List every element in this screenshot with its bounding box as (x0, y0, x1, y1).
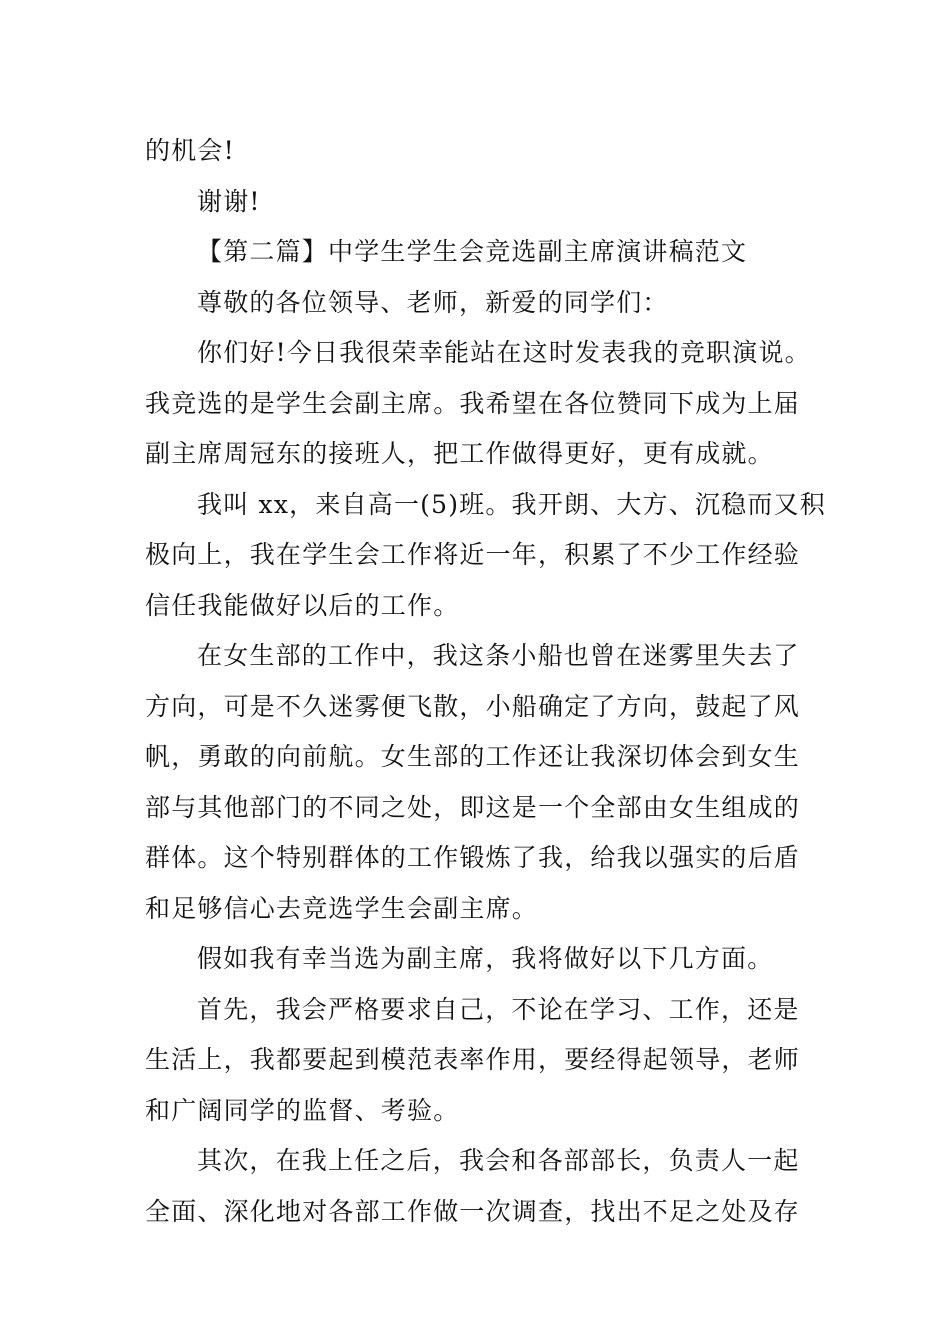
text-line: 首先，我会严格要求自己，不论在学习、工作，还是 (197, 994, 800, 1024)
text-line: 我叫 xx，来自高一(5)班。我开朗、大方、沉稳而又积 (197, 489, 826, 519)
speech-text-body (145, 126, 826, 1237)
text-line: 其次，在我上任之后，我会和各部部长，负责人一起 (197, 1146, 800, 1175)
section-heading: 【第二篇】中学生学生会竞选副主席演讲稿范文 (197, 237, 748, 266)
text-line: 谢谢! (197, 186, 261, 216)
text-line: 方向，可是不久迷雾便飞散，小船确定了方向，鼓起了风 (145, 691, 801, 721)
text-line: 你们好!今日我很荣幸能站在这时发表我的竞职演说。 (197, 338, 811, 367)
text-line: 生活上，我都要起到模范表率作用，要经得起领导，老师 (145, 1045, 801, 1074)
text-line: 我竞选的是学生会副主席。我希望在各位赞同下成为上届 (145, 388, 801, 418)
text-line: 群体。这个特别群体的工作锻炼了我，给我以强实的后盾 (145, 843, 801, 872)
text-line: 帆，勇敢的向前航。女生部的工作还让我深切体会到女生 (145, 742, 801, 771)
text-line: 的机会! (145, 136, 235, 165)
text-line: 假如我有幸当选为副主席，我将做好以下几方面。 (197, 944, 774, 973)
text-line: 和广阔同学的监督、考验。 (145, 1095, 460, 1125)
text-line: 信任我能做好以后的工作。 (145, 590, 460, 620)
text-line: 部与其他部门的不同之处，即这是一个全部由女生组成的 (145, 792, 801, 822)
text-line: 副主席周冠东的接班人，把工作做得更好，更有成就。 (145, 439, 774, 468)
text-line: 全面、深化地对各部工作做一次调查，找出不足之处及存 (145, 1196, 801, 1226)
text-line: 在女生部的工作中，我这条小船也曾在迷雾里失去了 (197, 641, 800, 670)
text-line: 和足够信心去竞选学生会副主席。 (145, 893, 539, 923)
text-line: 尊敬的各位领导、老师，新爱的同学们： (197, 287, 669, 317)
text-line: 极向上，我在学生会工作将近一年，积累了不少工作经验 (145, 540, 801, 569)
